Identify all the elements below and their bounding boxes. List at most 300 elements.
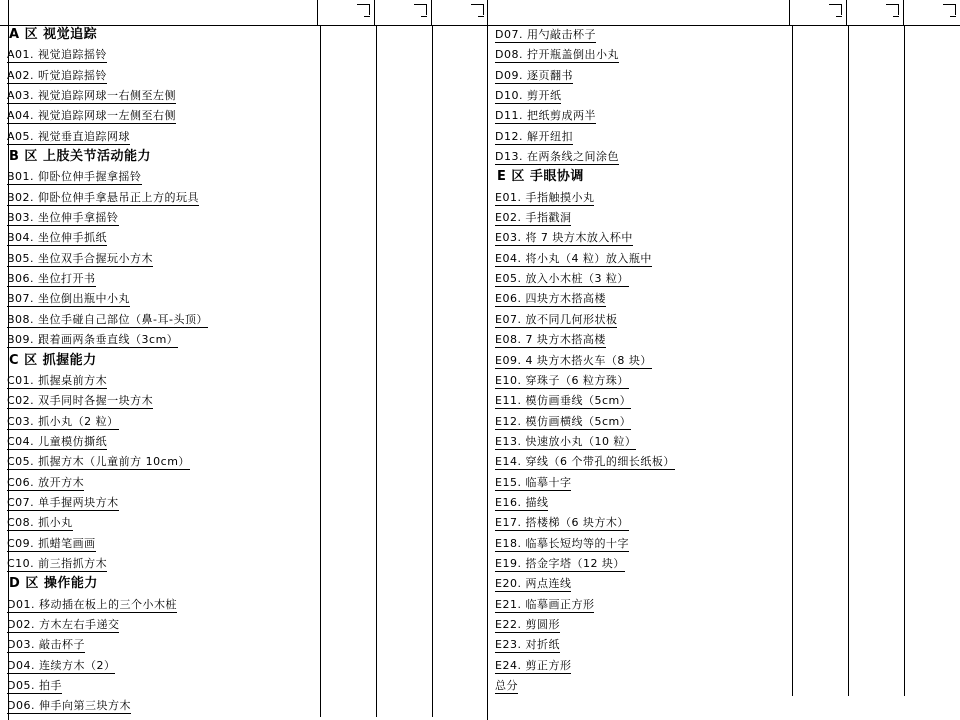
item-text: E24. 剪正方形 [495, 658, 572, 672]
item-label [0, 432, 320, 452]
item-label [488, 330, 792, 350]
item-text: E08. 7 块方木搭高楼 [495, 333, 606, 347]
score-cell-2[interactable] [848, 25, 904, 45]
score-cell-2[interactable] [376, 554, 432, 574]
score-cell-1[interactable] [320, 147, 376, 167]
score-cell-3[interactable] [904, 554, 960, 574]
score-cell-3[interactable] [904, 473, 960, 493]
score-cell-3[interactable] [904, 249, 960, 269]
score-cell-2[interactable] [848, 86, 904, 106]
score-cell-1[interactable] [792, 452, 848, 472]
score-cell-1[interactable] [792, 554, 848, 574]
item-text: A01. 视觉追踪摇铃 [7, 48, 108, 62]
score-cell-1[interactable] [320, 188, 376, 208]
score-cell-3[interactable] [904, 269, 960, 289]
score-cell-3[interactable] [904, 167, 960, 187]
score-cell-1[interactable] [320, 167, 376, 187]
score-cell-2[interactable] [848, 513, 904, 533]
score-cell-2[interactable] [848, 595, 904, 615]
score-cell-3[interactable] [904, 635, 960, 655]
score-cell-2[interactable] [848, 66, 904, 86]
left-table-row [0, 106, 488, 126]
score-cell-1[interactable] [792, 595, 848, 615]
score-cell-3[interactable] [904, 595, 960, 615]
score-cell-3[interactable] [432, 432, 488, 452]
score-cell-1[interactable] [320, 412, 376, 432]
score-cell-2[interactable] [376, 106, 432, 126]
left-section-heading [0, 25, 488, 45]
score-cell-2[interactable] [848, 452, 904, 472]
score-cell-2[interactable] [848, 615, 904, 635]
left-table-row [0, 656, 488, 676]
left-table-row [0, 615, 488, 635]
score-cell-3[interactable] [904, 513, 960, 533]
item-label [0, 86, 320, 106]
score-cell-3[interactable] [432, 45, 488, 65]
item-label [488, 147, 792, 167]
score-cell-3[interactable] [432, 473, 488, 493]
item-label [488, 45, 792, 65]
score-cell-3[interactable] [432, 615, 488, 635]
item-label [488, 452, 792, 472]
score-cell-2[interactable] [848, 208, 904, 228]
item-text: C06. 放开方木 [7, 475, 85, 489]
score-cell-2[interactable] [376, 330, 432, 350]
score-cell-2[interactable] [376, 45, 432, 65]
score-cell-3[interactable] [904, 208, 960, 228]
score-cell-2[interactable] [848, 412, 904, 432]
score-cell-2[interactable] [848, 127, 904, 147]
score-cell-1[interactable] [320, 371, 376, 391]
score-cell-3[interactable] [432, 269, 488, 289]
score-cell-3[interactable] [432, 412, 488, 432]
item-label [488, 432, 792, 452]
score-cell-2[interactable] [376, 249, 432, 269]
score-cell-1[interactable] [320, 696, 376, 716]
score-cell-3[interactable] [904, 66, 960, 86]
item-text: B08. 坐位手碰自己部位（鼻-耳-头顶） [7, 312, 208, 326]
item-text: E20. 两点连线 [495, 577, 572, 591]
score-cell-1[interactable] [320, 432, 376, 452]
score-cell-2[interactable] [376, 452, 432, 472]
score-cell-1[interactable] [792, 432, 848, 452]
score-cell-3[interactable] [432, 330, 488, 350]
score-cell-2[interactable] [848, 289, 904, 309]
score-cell-1[interactable] [320, 452, 376, 472]
item-text: E04. 将小丸（4 粒）放入瓶中 [495, 251, 652, 265]
score-cell-3[interactable] [904, 45, 960, 65]
score-cell-3[interactable] [904, 147, 960, 167]
item-label [0, 127, 320, 147]
score-cell-2[interactable] [848, 391, 904, 411]
score-cell-3[interactable] [432, 167, 488, 187]
right-score-header-1 [789, 0, 846, 25]
score-cell-2[interactable] [848, 249, 904, 269]
score-cell-3[interactable] [904, 615, 960, 635]
item-label [488, 66, 792, 86]
score-cell-3[interactable] [904, 676, 960, 696]
item-label [0, 310, 320, 330]
item-text: A 区 视觉追踪 [9, 27, 98, 42]
score-cell-3[interactable] [904, 310, 960, 330]
item-label [0, 106, 320, 126]
score-cell-2[interactable] [848, 676, 904, 696]
score-cell-1[interactable] [320, 127, 376, 147]
score-cell-3[interactable] [432, 452, 488, 472]
score-cell-3[interactable] [432, 188, 488, 208]
score-cell-1[interactable] [792, 330, 848, 350]
right-table-row [488, 66, 960, 86]
score-cell-2[interactable] [376, 289, 432, 309]
item-label [488, 391, 792, 411]
item-label [488, 493, 792, 513]
score-cell-2[interactable] [376, 86, 432, 106]
score-cell-1[interactable] [792, 249, 848, 269]
score-cell-3[interactable] [904, 289, 960, 309]
score-cell-3[interactable] [904, 25, 960, 45]
item-text: C02. 双手同时各握一块方木 [7, 394, 154, 408]
score-cell-1[interactable] [320, 289, 376, 309]
score-cell-1[interactable] [792, 228, 848, 248]
score-cell-1[interactable] [320, 25, 376, 45]
score-cell-2[interactable] [376, 208, 432, 228]
score-cell-1[interactable] [320, 595, 376, 615]
score-cell-3[interactable] [432, 66, 488, 86]
score-cell-1[interactable] [320, 656, 376, 676]
score-cell-1[interactable] [792, 310, 848, 330]
score-cell-3[interactable] [904, 351, 960, 371]
score-cell-2[interactable] [376, 310, 432, 330]
score-cell-3[interactable] [432, 493, 488, 513]
item-label [488, 574, 792, 594]
left-score-header-1 [317, 0, 374, 25]
score-cell-1[interactable] [792, 371, 848, 391]
score-cell-1[interactable] [320, 208, 376, 228]
score-cell-2[interactable] [376, 635, 432, 655]
score-cell-3[interactable] [432, 574, 488, 594]
right-table-row [488, 452, 960, 472]
right-table-row [488, 513, 960, 533]
score-cell-3[interactable] [904, 86, 960, 106]
score-cell-2[interactable] [848, 45, 904, 65]
right-table-row [488, 25, 960, 45]
score-cell-3[interactable] [432, 513, 488, 533]
item-text: C 区 抓握能力 [9, 352, 97, 368]
score-cell-1[interactable] [792, 188, 848, 208]
left-table-row [0, 554, 488, 574]
right-table-row [488, 635, 960, 655]
score-cell-1[interactable] [792, 106, 848, 126]
score-cell-3[interactable] [432, 371, 488, 391]
item-text: D01. 移动插在板上的三个小木桩 [7, 597, 177, 611]
item-text: E22. 剪圆形 [495, 617, 560, 631]
score-cell-2[interactable] [848, 656, 904, 676]
score-cell-1[interactable] [792, 25, 848, 45]
score-cell-3[interactable] [432, 554, 488, 574]
item-label [488, 534, 792, 554]
right-score-header-2 [846, 0, 903, 25]
score-cell-2[interactable] [376, 412, 432, 432]
score-cell-2[interactable] [376, 127, 432, 147]
score-cell-2[interactable] [848, 432, 904, 452]
score-cell-3[interactable] [432, 147, 488, 167]
item-label [0, 269, 320, 289]
item-label [488, 412, 792, 432]
right-table-row [488, 676, 960, 696]
score-cell-1[interactable] [792, 676, 848, 696]
section-title [0, 574, 320, 594]
score-cell-1[interactable] [320, 249, 376, 269]
score-cell-3[interactable] [432, 351, 488, 371]
item-label [488, 289, 792, 309]
score-cell-2[interactable] [376, 676, 432, 696]
item-text: A02. 听觉追踪摇铃 [7, 68, 108, 82]
score-cell-1[interactable] [792, 513, 848, 533]
score-cell-3[interactable] [432, 25, 488, 45]
item-text: E21. 临摹画正方形 [495, 597, 595, 611]
score-cell-3[interactable] [432, 696, 488, 716]
score-cell-3[interactable] [904, 534, 960, 554]
right-table-row [488, 412, 960, 432]
item-text: E02. 手指戳洞 [495, 211, 572, 225]
item-label [0, 391, 320, 411]
score-cell-1[interactable] [792, 534, 848, 554]
score-cell-2[interactable] [848, 188, 904, 208]
item-label [488, 371, 792, 391]
item-text: E23. 对折纸 [495, 638, 560, 652]
score-cell-1[interactable] [320, 86, 376, 106]
score-cell-2[interactable] [376, 432, 432, 452]
score-cell-2[interactable] [376, 534, 432, 554]
score-cell-1[interactable] [320, 106, 376, 126]
score-cell-3[interactable] [432, 310, 488, 330]
score-cell-1[interactable] [320, 513, 376, 533]
score-cell-3[interactable] [904, 493, 960, 513]
score-cell-1[interactable] [320, 473, 376, 493]
score-cell-2[interactable] [376, 493, 432, 513]
item-text: B07. 坐位倒出瓶中小丸 [7, 292, 131, 306]
score-cell-1[interactable] [320, 269, 376, 289]
score-cell-2[interactable] [848, 228, 904, 248]
item-text: C04. 儿童模仿撕纸 [7, 434, 108, 448]
right-score-header-3 [903, 0, 960, 25]
left-score-header-3 [431, 0, 488, 25]
score-cell-3[interactable] [904, 574, 960, 594]
item-label [0, 534, 320, 554]
score-cell-1[interactable] [320, 615, 376, 635]
score-cell-2[interactable] [376, 615, 432, 635]
left-table-row [0, 595, 488, 615]
left-table-row [0, 635, 488, 655]
score-cell-2[interactable] [848, 574, 904, 594]
score-cell-3[interactable] [432, 127, 488, 147]
score-cell-3[interactable] [432, 391, 488, 411]
score-cell-2[interactable] [376, 269, 432, 289]
score-cell-2[interactable] [848, 351, 904, 371]
score-cell-3[interactable] [904, 371, 960, 391]
score-cell-2[interactable] [376, 147, 432, 167]
right-table-row [488, 208, 960, 228]
score-cell-2[interactable] [848, 371, 904, 391]
score-cell-1[interactable] [792, 208, 848, 228]
left-table-row [0, 493, 488, 513]
score-cell-3[interactable] [904, 432, 960, 452]
score-cell-1[interactable] [792, 127, 848, 147]
score-cell-3[interactable] [432, 635, 488, 655]
item-text: 总分 [495, 679, 518, 692]
item-label [0, 228, 320, 248]
score-cell-1[interactable] [320, 534, 376, 554]
right-table-row [488, 86, 960, 106]
score-cell-2[interactable] [848, 635, 904, 655]
score-cell-2[interactable] [848, 473, 904, 493]
score-cell-1[interactable] [792, 86, 848, 106]
score-cell-2[interactable] [376, 513, 432, 533]
item-label [0, 45, 320, 65]
score-cell-2[interactable] [848, 554, 904, 574]
checkbox-mark-icon [471, 4, 484, 15]
checkbox-mark-icon [414, 4, 427, 15]
score-cell-3[interactable] [432, 289, 488, 309]
score-cell-3[interactable] [432, 228, 488, 248]
score-cell-3[interactable] [432, 534, 488, 554]
score-cell-3[interactable] [904, 330, 960, 350]
left-table-row [0, 269, 488, 289]
item-text: E09. 4 块方木搭火车（8 块） [495, 353, 652, 367]
right-table [488, 0, 960, 720]
score-cell-2[interactable] [376, 391, 432, 411]
item-text: D13. 在两条线之间涂色 [495, 150, 619, 164]
score-cell-2[interactable] [376, 574, 432, 594]
item-text: E01. 手指触摸小丸 [495, 190, 595, 204]
score-cell-1[interactable] [320, 351, 376, 371]
right-table-row [488, 473, 960, 493]
item-label [0, 452, 320, 472]
item-text: D07. 用勺敲击杯子 [495, 28, 596, 41]
left-section-heading [0, 351, 488, 371]
score-cell-1[interactable] [320, 574, 376, 594]
score-cell-2[interactable] [848, 269, 904, 289]
score-cell-2[interactable] [376, 228, 432, 248]
section-title [488, 167, 792, 187]
score-cell-2[interactable] [376, 473, 432, 493]
score-cell-2[interactable] [376, 696, 432, 716]
score-cell-1[interactable] [792, 289, 848, 309]
score-cell-3[interactable] [904, 452, 960, 472]
item-label [488, 249, 792, 269]
score-cell-1[interactable] [792, 167, 848, 187]
score-cell-1[interactable] [320, 554, 376, 574]
right-table-row [488, 371, 960, 391]
score-cell-3[interactable] [432, 106, 488, 126]
score-cell-1[interactable] [792, 656, 848, 676]
score-cell-2[interactable] [376, 351, 432, 371]
item-label [0, 289, 320, 309]
score-cell-2[interactable] [848, 167, 904, 187]
score-cell-2[interactable] [848, 147, 904, 167]
score-cell-2[interactable] [848, 330, 904, 350]
score-cell-2[interactable] [848, 534, 904, 554]
score-cell-1[interactable] [320, 228, 376, 248]
left-table-row [0, 696, 488, 716]
score-cell-3[interactable] [904, 228, 960, 248]
score-cell-1[interactable] [792, 269, 848, 289]
item-text: E16. 描线 [495, 495, 549, 509]
score-cell-3[interactable] [432, 656, 488, 676]
score-cell-3[interactable] [904, 188, 960, 208]
item-label [0, 208, 320, 228]
score-cell-3[interactable] [432, 86, 488, 106]
right-table-row [488, 147, 960, 167]
score-cell-1[interactable] [792, 45, 848, 65]
score-cell-2[interactable] [376, 167, 432, 187]
score-cell-2[interactable] [376, 595, 432, 615]
score-cell-3[interactable] [904, 412, 960, 432]
score-cell-1[interactable] [320, 310, 376, 330]
left-score-header-2 [374, 0, 431, 25]
score-cell-1[interactable] [320, 66, 376, 86]
score-cell-2[interactable] [376, 188, 432, 208]
score-cell-1[interactable] [792, 635, 848, 655]
score-cell-3[interactable] [904, 391, 960, 411]
left-section-heading [0, 147, 488, 167]
score-cell-1[interactable] [320, 391, 376, 411]
score-cell-3[interactable] [904, 106, 960, 126]
score-cell-1[interactable] [320, 330, 376, 350]
item-text: D04. 连续方木（2） [7, 658, 116, 672]
right-table-row [488, 615, 960, 635]
item-label [0, 473, 320, 493]
score-cell-2[interactable] [376, 25, 432, 45]
score-cell-2[interactable] [376, 371, 432, 391]
score-cell-3[interactable] [432, 249, 488, 269]
score-cell-3[interactable] [432, 208, 488, 228]
score-cell-1[interactable] [792, 473, 848, 493]
score-cell-1[interactable] [792, 147, 848, 167]
left-table-row [0, 228, 488, 248]
left-table-row [0, 310, 488, 330]
score-cell-1[interactable] [792, 615, 848, 635]
score-cell-1[interactable] [792, 574, 848, 594]
score-cell-1[interactable] [792, 493, 848, 513]
score-cell-1[interactable] [792, 66, 848, 86]
score-cell-2[interactable] [376, 66, 432, 86]
item-label [488, 269, 792, 289]
score-cell-1[interactable] [792, 391, 848, 411]
score-cell-3[interactable] [904, 127, 960, 147]
item-text: E19. 搭金字塔（12 块） [495, 556, 625, 570]
score-cell-3[interactable] [904, 656, 960, 676]
checkbox-mark-icon [886, 4, 899, 15]
score-cell-1[interactable] [320, 676, 376, 696]
score-cell-1[interactable] [792, 351, 848, 371]
score-cell-3[interactable] [432, 595, 488, 615]
score-cell-1[interactable] [792, 412, 848, 432]
score-cell-2[interactable] [848, 106, 904, 126]
score-cell-1[interactable] [320, 493, 376, 513]
score-cell-1[interactable] [320, 635, 376, 655]
score-cell-2[interactable] [848, 493, 904, 513]
item-text: D09. 逐页翻书 [495, 68, 573, 82]
item-label [0, 595, 320, 615]
score-cell-3[interactable] [432, 676, 488, 696]
score-cell-2[interactable] [376, 656, 432, 676]
item-label [488, 208, 792, 228]
left-table-row [0, 188, 488, 208]
item-label [488, 310, 792, 330]
score-cell-1[interactable] [320, 45, 376, 65]
score-cell-2[interactable] [848, 310, 904, 330]
